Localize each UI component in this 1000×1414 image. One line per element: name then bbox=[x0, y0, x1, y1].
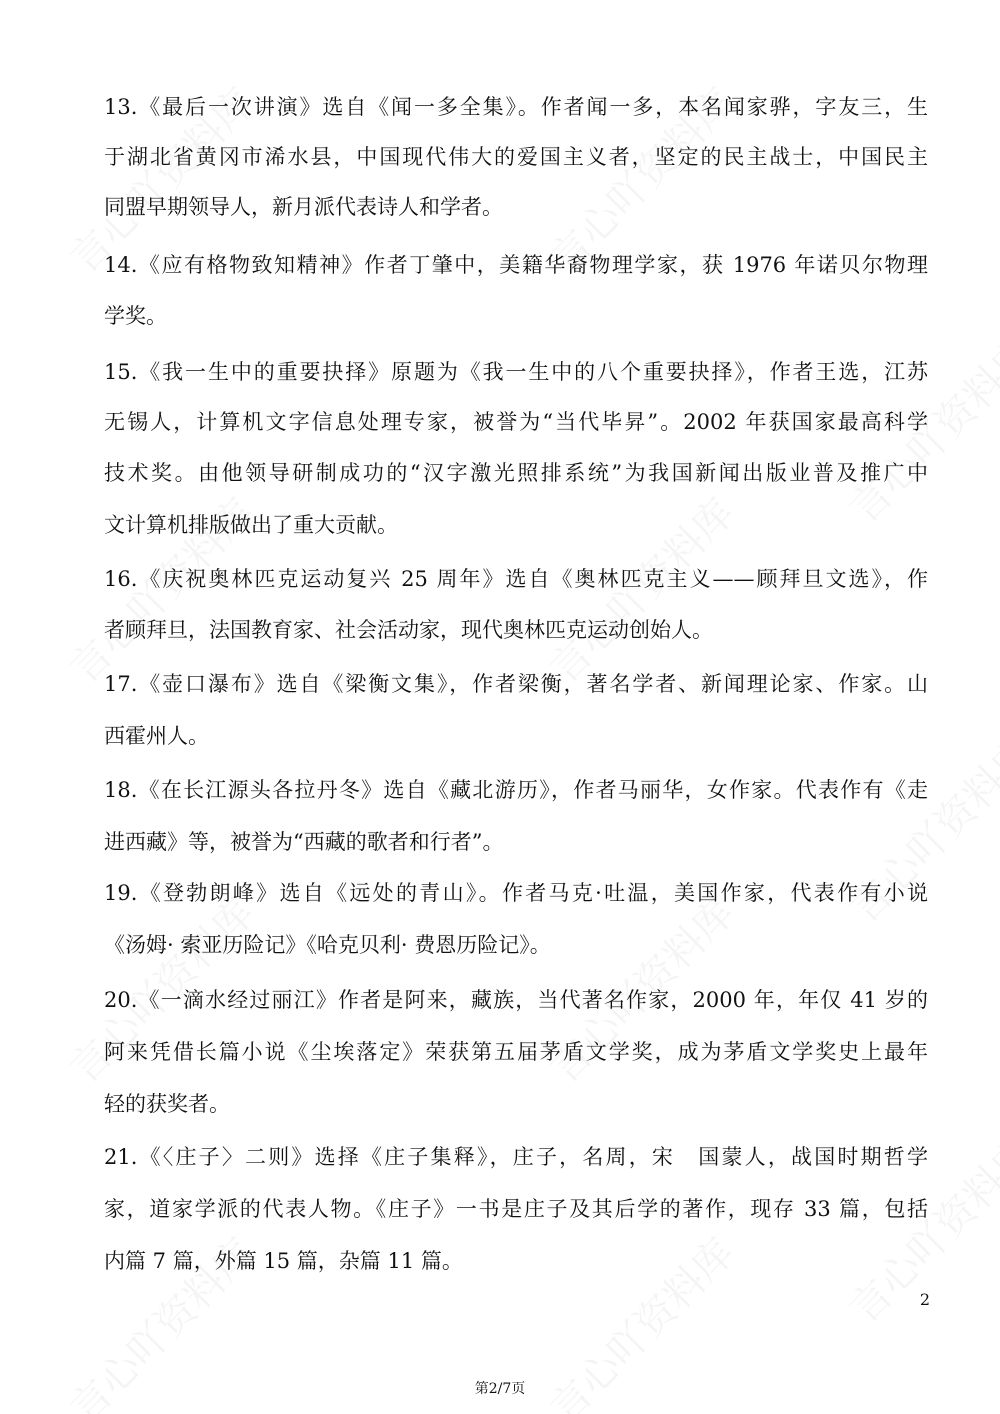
text-line: 轻的获奖者。 bbox=[104, 1092, 230, 1116]
page-number: 2 bbox=[919, 1290, 930, 1309]
text-line: 16.《庆祝奥林匹克运动复兴 25 周年》选自《奥林匹克主义——顾拜旦文选》，作 bbox=[104, 567, 928, 591]
text-line: 于湖北省黄冈市浠水县，中国现代伟大的爱国主义者，坚定的民主战士，中国民主 bbox=[104, 145, 928, 169]
text-line: 文计算机排版做出了重大贡献。 bbox=[104, 513, 398, 537]
text-line: 14.《应有格物致知精神》作者丁肇中，美籍华裔物理学家，获 1976 年诺贝尔物理 bbox=[104, 253, 928, 277]
text-line: 15.《我一生中的重要抉择》原题为《我一生中的八个重要抉择》，作者王选，江苏 bbox=[104, 360, 928, 384]
text-line: 17.《壶口瀑布》选自《梁衡文集》，作者梁衡，著名学者、新闻理论家、作家。山 bbox=[104, 672, 928, 696]
text-line: 学奖。 bbox=[104, 304, 167, 328]
page-footer: 第2/7页 bbox=[474, 1381, 526, 1397]
text-line: 13.《最后一次讲演》选自《闻一多全集》。作者闻一多，本名闻家骅，字友三，生 bbox=[104, 95, 928, 119]
text-line: 者顾拜旦，法国教育家、社会活动家，现代奥林匹克运动创始人。 bbox=[104, 618, 713, 642]
text-line: 19.《登勃朗峰》选自《远处的青山》。作者马克·吐温，美国作家，代表作有小说 bbox=[104, 881, 928, 905]
text-line: 18.《在长江源头各拉丹冬》选自《藏北游历》，作者马丽华，女作家。代表作有《走 bbox=[104, 778, 928, 802]
text-line: 无锡人，计算机文字信息处理专家，被誉为“当代毕昇”。2002 年获国家最高科学 bbox=[104, 410, 928, 434]
text-line: 进西藏》等，被誉为“西藏的歌者和行者”。 bbox=[104, 830, 504, 854]
text-line: 《汤姆· 索亚历险记》《哈克贝利· 费恩历险记》。 bbox=[104, 933, 551, 957]
text-line: 技术奖。由他领导研制成功的“汉字激光照排系统”为我国新闻出版业普及推广中 bbox=[104, 461, 928, 485]
text-line: 西霍州人。 bbox=[104, 724, 209, 748]
text-line: 内篇 7 篇，外篇 15 篇，杂篇 11 篇。 bbox=[104, 1249, 463, 1273]
text-line: 21.《〈庄子〉二则》选择《庄子集释》，庄子，名周，宋 国蒙人，战国时期哲学 bbox=[104, 1145, 928, 1169]
text-line: 同盟早期领导人，新月派代表诗人和学者。 bbox=[104, 195, 503, 219]
text-line: 家，道家学派的代表人物。《庄子》一书是庄子及其后学的著作，现存 33 篇，包括 bbox=[104, 1197, 928, 1221]
text-line: 阿来凭借长篇小说《尘埃落定》荣获第五届茅盾文学奖，成为茅盾文学奖史上最年 bbox=[104, 1040, 928, 1064]
text-line: 20.《一滴水经过丽江》作者是阿来，藏族，当代著名作家，2000 年，年仅 41 岁的 bbox=[104, 988, 928, 1012]
